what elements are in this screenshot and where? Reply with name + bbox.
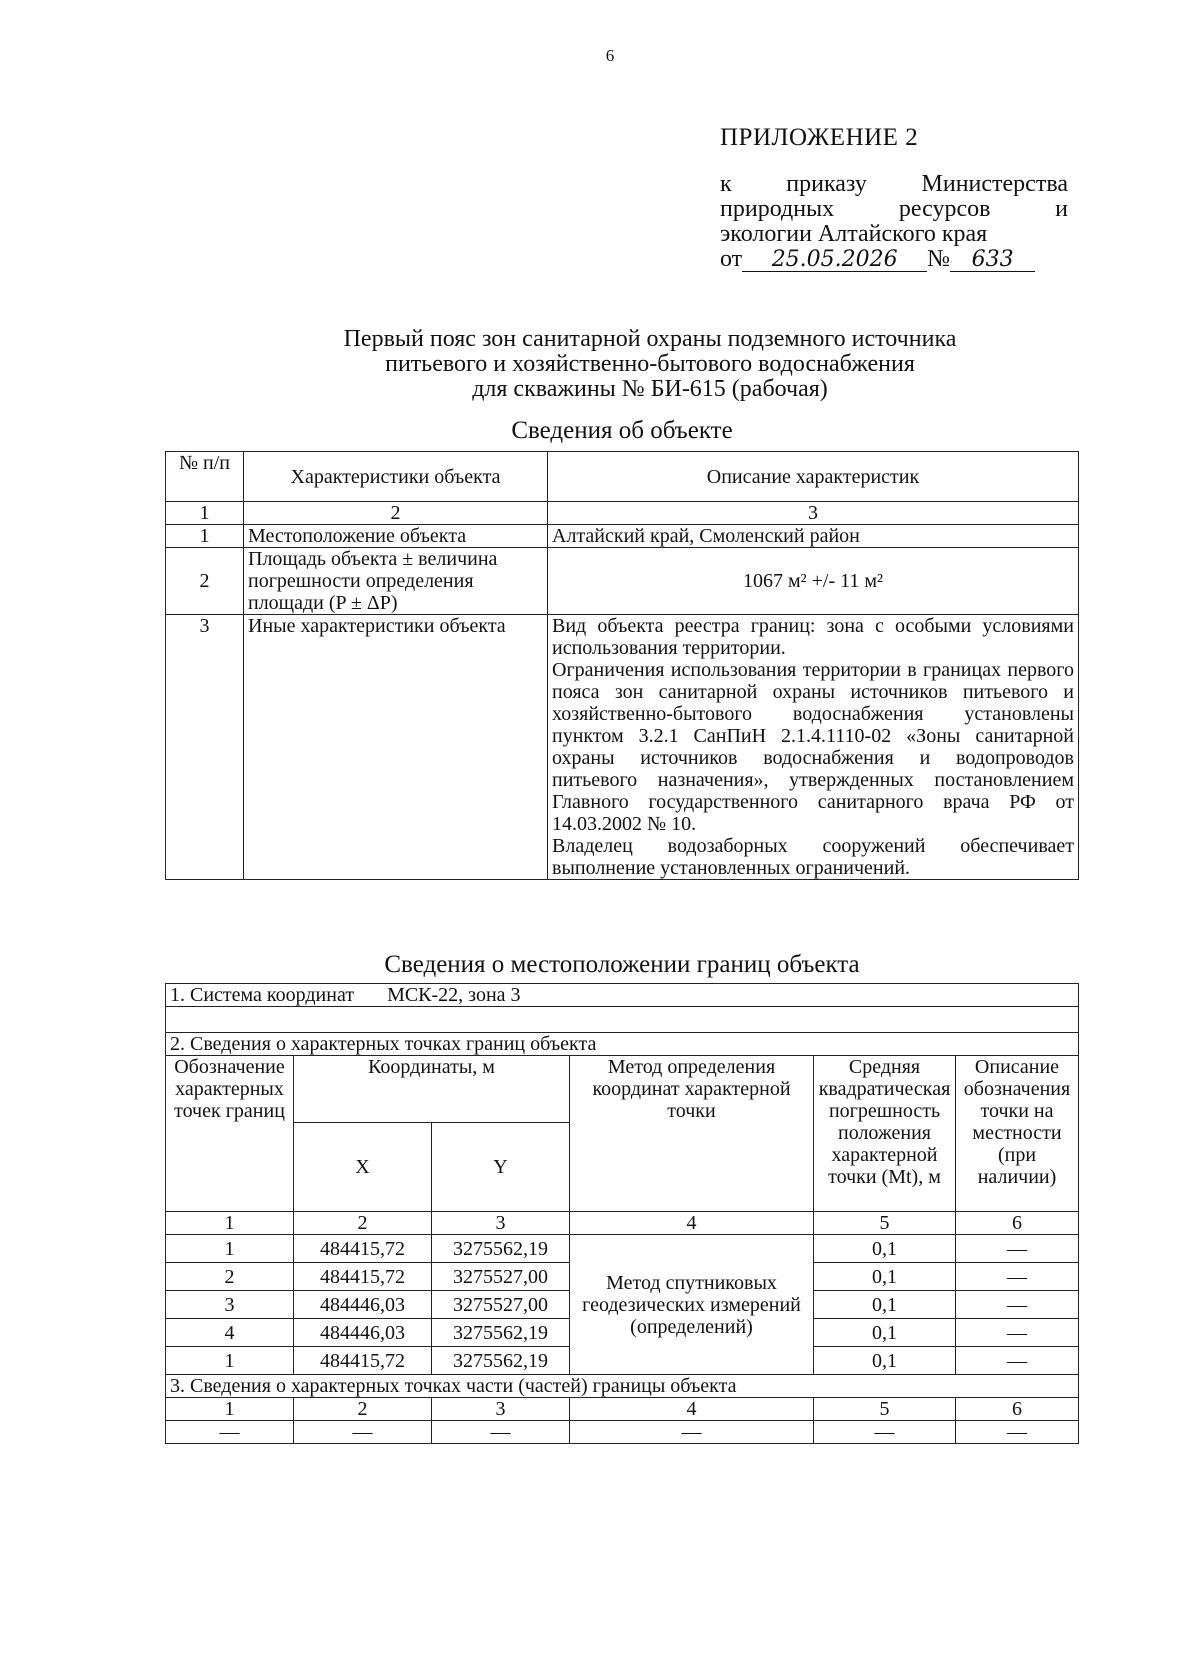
point-x: 484415,72 bbox=[294, 1235, 432, 1263]
point-y: 3275562,19 bbox=[432, 1319, 570, 1347]
coord-system-label: 1. Система координат bbox=[170, 984, 355, 1006]
header-method: Метод определения координат характерной точки bbox=[570, 1056, 814, 1212]
appendix-title: ПРИЛОЖЕНИЕ 2 bbox=[720, 124, 919, 151]
handwritten-number: 633 bbox=[950, 249, 1035, 272]
point-x: 484415,72 bbox=[294, 1263, 432, 1291]
point-mt: 0,1 bbox=[814, 1235, 956, 1263]
point-row bbox=[166, 1235, 1079, 1263]
table-row bbox=[166, 615, 1079, 880]
name-line: Площадь объекта ± величина bbox=[248, 548, 498, 570]
col-number: 4 bbox=[570, 1398, 814, 1421]
coord-system-value: МСК-22, зона 3 bbox=[387, 984, 521, 1006]
row-value: 1067 м² +/- 11 м² bbox=[548, 548, 1079, 615]
point-x: 484446,03 bbox=[294, 1291, 432, 1319]
parts-cell: — bbox=[432, 1421, 570, 1444]
title-line: Первый пояс зон санитарной охраны подземного источника bbox=[343, 326, 957, 352]
col-number: 5 bbox=[814, 1398, 956, 1421]
handwritten-date: 25.05.2026 bbox=[742, 249, 927, 272]
header-x: X bbox=[294, 1123, 432, 1212]
header-characteristics: Характеристики объекта bbox=[244, 452, 548, 502]
paragraph: Ограничения использования территории в границах первого пояса зон санитарной охраны источников питьевого и хозяйственно-бытового водоснабжения установлены пунктом 3.2.1 СанПиН 2.1.4.1110-02 «Зоны санитарной охраны источников водоснабжения и водопроводов питьевого назначения», утвержденных постановлением Главного государственного санитарного врача РФ от 14.03.2002 № 10. bbox=[552, 659, 1074, 835]
col-number: 5 bbox=[814, 1212, 956, 1235]
object-info-title: Сведения об объекте bbox=[511, 417, 733, 444]
col-number: 6 bbox=[956, 1398, 1079, 1421]
point-desc: — bbox=[956, 1291, 1079, 1319]
col-number: 3 bbox=[432, 1398, 570, 1421]
order-date-line bbox=[720, 247, 1068, 272]
point-id: 1 bbox=[166, 1347, 294, 1375]
row-value bbox=[548, 615, 1079, 880]
point-id: 2 bbox=[166, 1263, 294, 1291]
point-mt: 0,1 bbox=[814, 1263, 956, 1291]
order-line-3: экологии Алтайского края bbox=[720, 221, 988, 247]
point-x: 484446,03 bbox=[294, 1319, 432, 1347]
col-number: 2 bbox=[294, 1212, 432, 1235]
page-number: 6 bbox=[605, 46, 615, 65]
order-reference bbox=[720, 172, 1068, 272]
row-num: 3 bbox=[166, 615, 244, 880]
point-desc: — bbox=[956, 1347, 1079, 1375]
parts-cell: — bbox=[166, 1421, 294, 1444]
header-error: Средняя квадратическая погрешность положения характерной точки (Mt), м bbox=[814, 1056, 956, 1212]
order-word: к bbox=[720, 171, 732, 197]
order-word: Министерства bbox=[921, 171, 1068, 197]
col-number: 1 bbox=[166, 502, 244, 525]
point-y: 3275562,19 bbox=[432, 1347, 570, 1375]
row-name bbox=[244, 548, 548, 615]
col-number: 1 bbox=[166, 1398, 294, 1421]
number-label: № bbox=[927, 246, 951, 272]
title-line: для скважины № БИ-615 (рабочая) bbox=[472, 376, 828, 402]
parts-cell: — bbox=[294, 1421, 432, 1444]
header-coords: Координаты, м bbox=[294, 1056, 570, 1123]
paragraph: Вид объекта реестра границ: зона с особыми условиями использования территории. bbox=[552, 615, 1074, 659]
parts-cell: — bbox=[570, 1421, 814, 1444]
point-desc: — bbox=[956, 1263, 1079, 1291]
row-num: 2 bbox=[166, 548, 244, 615]
row-num: 1 bbox=[166, 525, 244, 548]
col-number: 2 bbox=[244, 502, 548, 525]
table-row bbox=[166, 548, 1079, 615]
object-info-table bbox=[165, 451, 1079, 880]
boundary-table bbox=[165, 983, 1079, 1444]
order-line-2 bbox=[720, 197, 1068, 222]
point-desc: — bbox=[956, 1319, 1079, 1347]
row-value: Алтайский край, Смоленский район bbox=[548, 525, 1079, 548]
coord-system-row bbox=[166, 984, 1079, 1007]
order-word: ресурсов bbox=[898, 196, 991, 222]
order-word: природных bbox=[720, 196, 835, 222]
table-row bbox=[166, 525, 1079, 548]
col-number: 6 bbox=[956, 1212, 1079, 1235]
point-id: 4 bbox=[166, 1319, 294, 1347]
header-num: № п/п bbox=[166, 452, 244, 502]
row-name: Иные характеристики объекта bbox=[244, 615, 548, 880]
parts-cell: — bbox=[956, 1421, 1079, 1444]
point-mt: 0,1 bbox=[814, 1319, 956, 1347]
col-number: 2 bbox=[294, 1398, 432, 1421]
order-word: и bbox=[1055, 196, 1068, 222]
points-section-title: 2. Сведения о характерных точках границ объекта bbox=[166, 1033, 1079, 1056]
col-number: 4 bbox=[570, 1212, 814, 1235]
point-mt: 0,1 bbox=[814, 1347, 956, 1375]
boundary-info-title: Сведения о местоположении границ объекта bbox=[384, 951, 860, 978]
point-y: 3275527,00 bbox=[432, 1263, 570, 1291]
order-word: приказу bbox=[786, 171, 867, 197]
header-description: Описание характеристик bbox=[548, 452, 1079, 502]
col-number: 3 bbox=[548, 502, 1079, 525]
name-line: погрешности определения bbox=[248, 570, 474, 592]
empty-row bbox=[166, 1007, 1079, 1033]
from-label: от bbox=[720, 246, 743, 272]
order-line-1 bbox=[720, 172, 1068, 197]
paragraph: Владелец водозаборных сооружений обеспечивает выполнение установленных ограничений. bbox=[552, 835, 1074, 879]
header-point-description: Описание обозначения точки на местности (при наличии) bbox=[956, 1056, 1079, 1212]
name-line: площади (P ± ΔP) bbox=[248, 592, 398, 614]
header-designation: Обозначение характерных точек границ bbox=[166, 1056, 294, 1212]
title-line: питьевого и хозяйственно-бытового водоснабжения bbox=[385, 351, 915, 377]
col-number: 3 bbox=[432, 1212, 570, 1235]
point-id: 1 bbox=[166, 1235, 294, 1263]
header-y: Y bbox=[432, 1123, 570, 1212]
parts-row bbox=[166, 1421, 1079, 1444]
point-id: 3 bbox=[166, 1291, 294, 1319]
col-number: 1 bbox=[166, 1212, 294, 1235]
point-mt: 0,1 bbox=[814, 1291, 956, 1319]
row-name: Местоположение объекта bbox=[244, 525, 548, 548]
method-value: Метод спутниковых геодезических измерений (определений) bbox=[570, 1235, 814, 1375]
point-y: 3275527,00 bbox=[432, 1291, 570, 1319]
parts-section-title: 3. Сведения о характерных точках части (частей) границы объекта bbox=[166, 1375, 1079, 1398]
parts-cell: — bbox=[814, 1421, 956, 1444]
document-title bbox=[240, 327, 1060, 402]
point-y: 3275562,19 bbox=[432, 1235, 570, 1263]
point-desc: — bbox=[956, 1235, 1079, 1263]
point-x: 484415,72 bbox=[294, 1347, 432, 1375]
